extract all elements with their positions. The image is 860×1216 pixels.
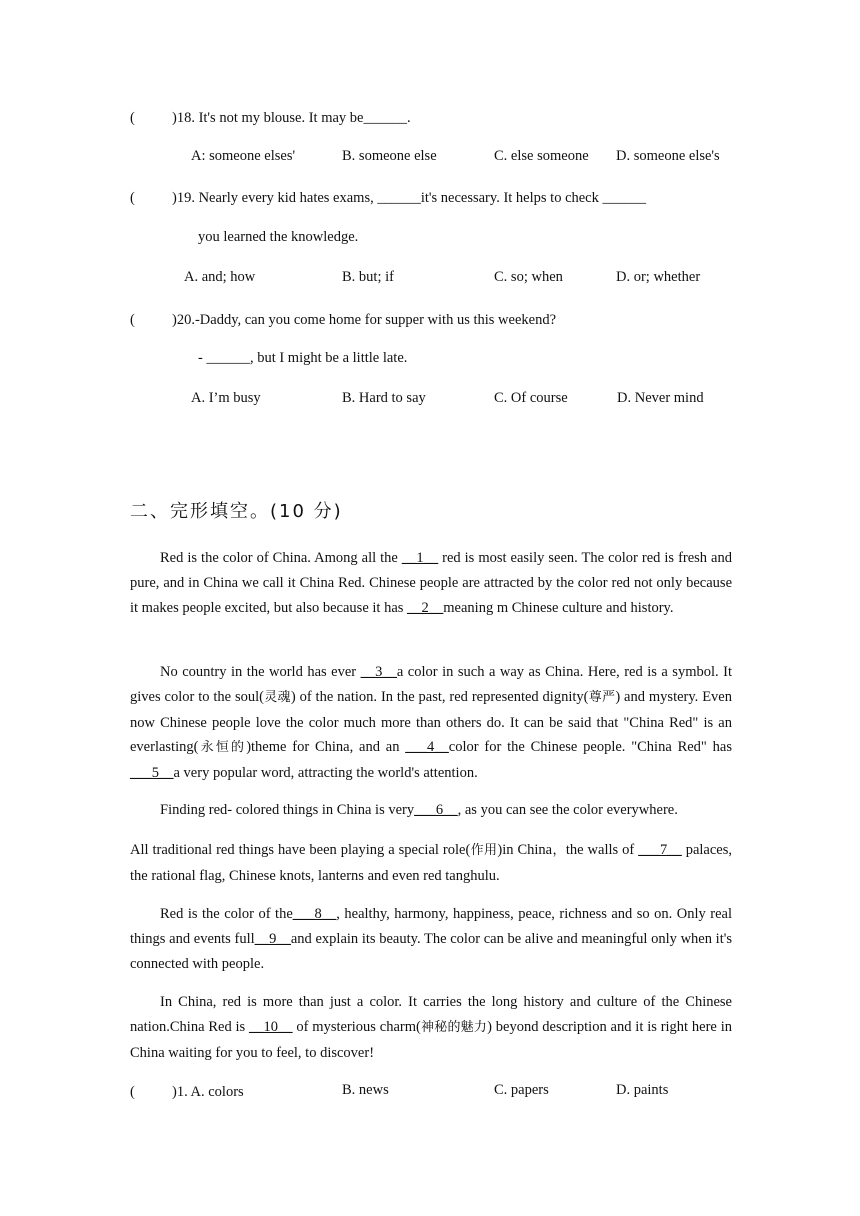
text-run: ) of the nation. In the past, red represented dignity(: [290, 688, 589, 705]
blank-4: ___4__: [405, 739, 449, 756]
blank-6: ___6__: [414, 802, 458, 818]
question-text: )19. Nearly every kid hates exams, ______it's necessary. It helps to check ______: [172, 190, 646, 206]
answer-bracket: (: [130, 110, 135, 126]
option-c: C. so; when: [494, 269, 563, 285]
option-d: D. Never mind: [617, 390, 704, 406]
text-run: )theme for China, and an: [246, 739, 406, 756]
text-run: , as you can see the color everywhere.: [457, 802, 678, 818]
blank-7: ___7__: [638, 842, 682, 858]
text-run: In China, red is more than just a color. It carries the long history and culture of the Chinese nation.China Red is: [130, 994, 732, 1035]
chinese-gloss: 永恒的: [198, 740, 247, 756]
text-run: ) and mystery. Even now Chinese people love the color much more than others do. It can be said that "China Red" is an everlasting(: [130, 688, 732, 756]
option-d: D. paints: [616, 1082, 669, 1098]
text-run: Finding red- colored things in China is very: [160, 802, 415, 818]
text-run: ) beyond description and it is right here in China waiting for you to feel, to discover!: [130, 1018, 732, 1061]
passage-paragraph-6: [130, 990, 732, 1065]
text-run: the walls of: [565, 842, 639, 858]
option-b: B. news: [342, 1082, 389, 1098]
text-run: No country in the world has ever: [160, 664, 361, 680]
chinese-gloss: 作用: [470, 843, 498, 858]
text-run: red is most easily seen. The color red is fresh and pure, and in China we call it China Red. Chinese people are attracted by the color red not only because it makes people excited, but also because it has: [130, 550, 732, 616]
question-text: )1. A. colors: [172, 1084, 244, 1100]
blank-3: __3__: [360, 664, 397, 680]
question-text: )18. It's not my blouse. It may be______.: [172, 110, 411, 126]
option-c: C. else someone: [494, 148, 589, 164]
question-text: )20.-Daddy, can you come home for supper with us this weekend?: [172, 312, 557, 328]
text-run: Red is the color of the: [160, 906, 293, 922]
text-run: palaces, the rational flag, Chinese knots, lanterns and even red tanghulu.: [130, 842, 732, 884]
question-continuation: you learned the knowledge.: [198, 229, 359, 245]
option-d: D. or; whether: [616, 269, 701, 285]
text-run: All traditional red things have been playing a special role(: [130, 842, 471, 858]
option-a: A. and; how: [184, 269, 256, 285]
blank-10: __10__: [249, 1018, 293, 1035]
chinese-comma: ，: [552, 843, 566, 858]
option-b: B. but; if: [342, 269, 394, 285]
option-c: C. Of course: [494, 390, 568, 406]
text-run: and explain its beauty. The color can be alive and meaningful only when it's connected with people.: [130, 930, 732, 972]
option-a: A: someone elses': [191, 148, 296, 164]
passage-paragraph-5: [130, 902, 732, 976]
text-run: a very popular word, attracting the world's attention.: [173, 765, 478, 782]
text-run: meaning m Chinese culture and history.: [443, 599, 674, 616]
blank-2: __2__: [407, 599, 444, 616]
text-run: a color in such a way as China. Here, red is a symbol. It gives color to the soul(: [130, 664, 732, 705]
blank-1: __1__: [401, 550, 439, 566]
chinese-gloss: 灵魂: [264, 689, 291, 705]
text-run: Red is the color of China. Among all the: [160, 550, 402, 566]
answer-bracket: (: [130, 1084, 135, 1100]
chinese-gloss: 尊严: [588, 689, 616, 705]
passage-paragraph-1: [130, 546, 732, 620]
option-c: C. papers: [494, 1082, 549, 1098]
option-d: D. someone else's: [616, 148, 720, 164]
text-run: , healthy, harmony, happiness, peace, richness and so on. Only real things and events full: [130, 906, 732, 947]
answer-bracket: (: [130, 190, 135, 206]
blank-8: ___8__: [292, 906, 337, 922]
chinese-gloss: 神秘的魅力: [420, 1019, 488, 1035]
answer-bracket: (: [130, 312, 135, 328]
question-continuation: - ______, but I might be a little late.: [198, 350, 408, 366]
option-b: B. someone else: [342, 148, 437, 164]
text-run: color for the Chinese people. "China Red" has: [448, 739, 732, 756]
passage-paragraph-4: [130, 838, 732, 889]
passage-paragraph-3: [130, 798, 732, 823]
text-run: of mysterious charm(: [292, 1018, 421, 1035]
section-title: 二、完形填空。(10 分): [130, 501, 343, 522]
blank-9: __9__: [254, 930, 291, 947]
option-a: A. I’m busy: [191, 390, 261, 406]
passage-paragraph-2: [130, 660, 732, 786]
option-b: B. Hard to say: [342, 390, 426, 406]
text-run: )in China: [497, 842, 553, 858]
blank-5: ___5__: [130, 765, 174, 782]
